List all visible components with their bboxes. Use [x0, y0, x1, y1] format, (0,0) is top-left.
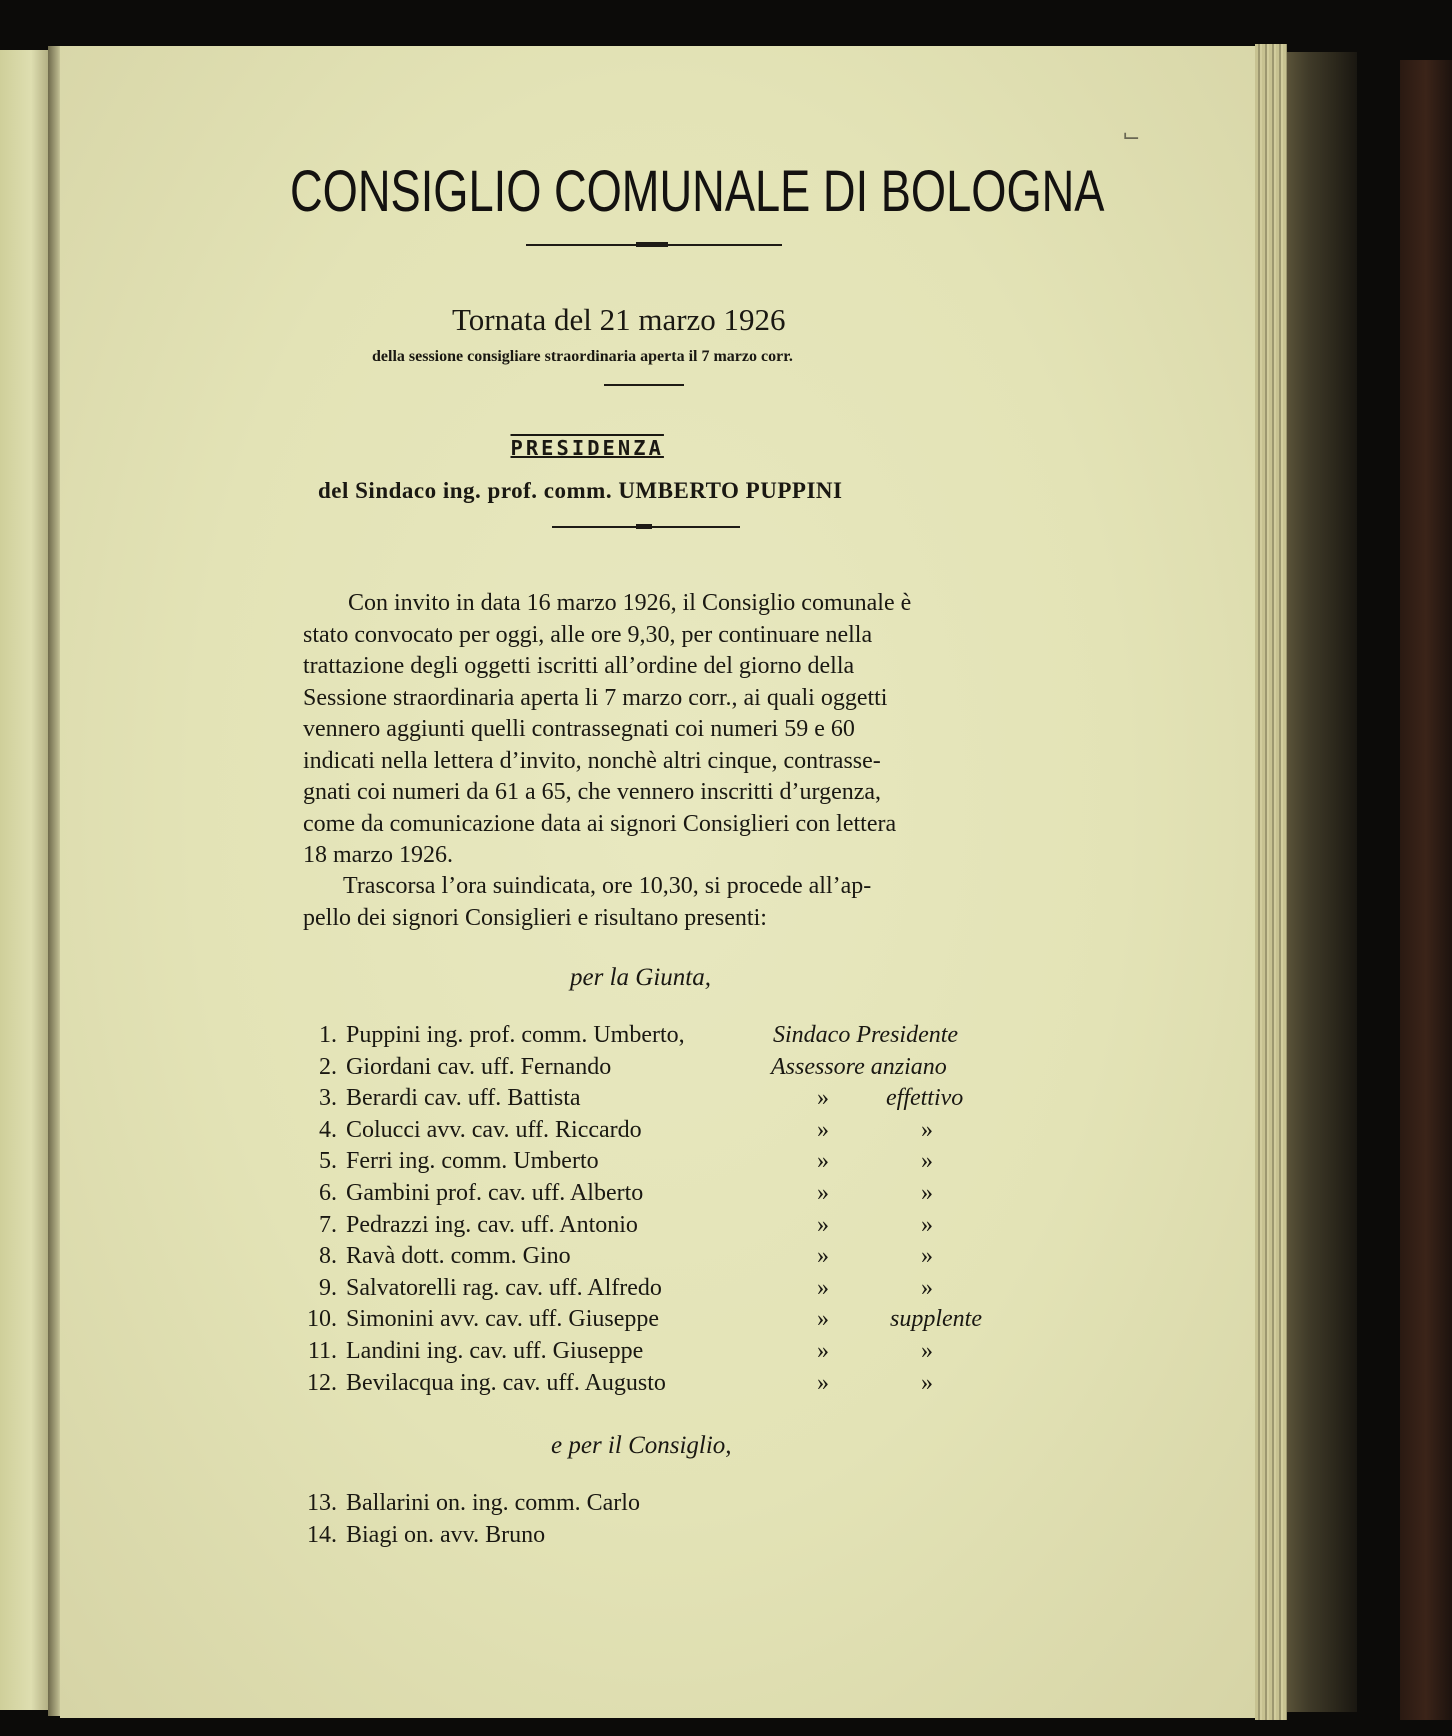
- consiglio-list: [293, 1490, 1013, 1560]
- member-name: Salvatorelli rag. cav. uff. Alfredo: [346, 1274, 662, 1301]
- rollcall-paragraph: [303, 871, 993, 934]
- ditto-mark: »: [817, 1306, 829, 1333]
- paragraph-line: Con invito in data 16 marzo 1926, il Consiglio comunale è: [348, 590, 912, 616]
- paragraph-line: 18 marzo 1926.: [303, 842, 453, 868]
- session-divider: [604, 384, 684, 386]
- member-number: 3.: [319, 1085, 337, 1112]
- ditto-mark: »: [817, 1274, 829, 1301]
- member-name: Ravà dott. comm. Gino: [346, 1243, 571, 1270]
- member-role: Sindaco Presidente: [773, 1022, 959, 1048]
- giunta-heading: per la Giunta,: [570, 964, 711, 991]
- ditto-mark: »: [921, 1116, 933, 1143]
- ditto-mark: »: [817, 1243, 829, 1270]
- member-role: effettivo: [886, 1085, 964, 1112]
- member-number: 10.: [307, 1306, 337, 1333]
- member-number: 7.: [319, 1211, 337, 1238]
- sitting-title: Tornata del 21 marzo 1926: [452, 302, 786, 337]
- member-name: Berardi cav. uff. Battista: [346, 1085, 581, 1112]
- member-number: 9.: [319, 1274, 337, 1301]
- ditto-mark: »: [921, 1243, 933, 1270]
- member-number: 14.: [307, 1521, 337, 1548]
- ditto-mark: »: [921, 1148, 933, 1175]
- page-title: CONSIGLIO COMUNALE DI BOLOGNA: [290, 159, 1105, 224]
- paragraph-line: indicati nella lettera d’invito, nonchè altri cinque, contrasse-: [303, 747, 881, 774]
- member-name: Landini ing. cav. uff. Giuseppe: [346, 1338, 644, 1364]
- member-number: 13.: [307, 1490, 337, 1516]
- ditto-mark: »: [817, 1180, 829, 1206]
- paragraph-line: come da comunicazione data ai signori Consiglieri con lettera: [303, 810, 897, 837]
- member-number: 4.: [319, 1116, 337, 1143]
- ditto-mark: »: [817, 1085, 829, 1112]
- ditto-mark: »: [921, 1211, 933, 1238]
- ditto-mark: »: [817, 1116, 829, 1143]
- member-number: 5.: [319, 1148, 337, 1175]
- member-name: Ballarini on. ing. comm. Carlo: [346, 1490, 640, 1516]
- ditto-mark: »: [921, 1369, 933, 1396]
- paragraph-line: gnati coi numeri da 61 a 65, che vennero inscritti d’urgenza,: [303, 779, 882, 805]
- member-name: Giordani cav. uff. Fernando: [346, 1053, 612, 1080]
- member-number: 8.: [319, 1243, 337, 1270]
- paragraph-line: Sessione straordinaria aperta li 7 marzo corr., ai quali oggetti: [303, 684, 888, 711]
- ditto-mark: »: [921, 1338, 933, 1364]
- member-number: 2.: [319, 1053, 337, 1080]
- presidency-heading: PRESIDENZA: [510, 436, 664, 460]
- paragraph-line: Trascorsa l’ora suindicata, ore 10,30, si procede all’ap-: [343, 873, 872, 899]
- session-subtitle: della sessione consigliare straordinaria aperta il 7 marzo corr.: [372, 348, 793, 365]
- paragraph-line: vennero aggiunti quelli contrassegnati coi numeri 59 e 60: [303, 716, 855, 742]
- ditto-mark: »: [817, 1211, 829, 1238]
- member-name: Biagi on. avv. Bruno: [346, 1521, 546, 1548]
- consiglio-heading: e per il Consiglio,: [551, 1432, 732, 1459]
- ditto-mark: »: [921, 1180, 933, 1206]
- ditto-mark: »: [817, 1369, 829, 1396]
- member-role: Assessore anziano: [771, 1053, 947, 1080]
- member-name: Gambini prof. cav. uff. Alberto: [346, 1180, 644, 1206]
- corner-mark-icon: ⌙: [1122, 122, 1141, 147]
- member-name: Simonini avv. cav. uff. Giuseppe: [346, 1306, 660, 1333]
- paragraph-line: trattazione degli oggetti iscritti all’ordine del giorno della: [303, 653, 855, 679]
- president-line: del Sindaco ing. prof. comm. UMBERTO PUPPINI: [318, 478, 843, 503]
- member-name: Colucci avv. cav. uff. Riccardo: [346, 1116, 642, 1143]
- member-name: Ferri ing. comm. Umberto: [346, 1148, 599, 1175]
- paragraph-line: stato convocato per oggi, alle ore 9,30, per continuare nella: [303, 621, 873, 648]
- convocation-paragraph: [303, 588, 993, 872]
- paragraph-line: pello dei signori Consiglieri e risultano presenti:: [303, 904, 767, 931]
- title-divider-ornament: [636, 242, 668, 247]
- member-number: 11.: [307, 1338, 337, 1364]
- ditto-mark: »: [817, 1338, 829, 1364]
- ditto-mark: »: [817, 1148, 829, 1175]
- member-name: Bevilacqua ing. cav. uff. Augusto: [346, 1369, 666, 1396]
- member-number: 12.: [307, 1369, 337, 1396]
- member-number: 6.: [319, 1180, 337, 1206]
- member-role: supplente: [890, 1306, 982, 1333]
- member-number: 1.: [319, 1022, 337, 1048]
- giunta-list: [293, 1022, 1013, 1422]
- ditto-mark: »: [921, 1274, 933, 1301]
- member-name: Pedrazzi ing. cav. uff. Antonio: [346, 1211, 638, 1238]
- member-name: Puppini ing. prof. comm. Umberto,: [346, 1022, 685, 1048]
- presidency-divider-ornament: [636, 524, 652, 529]
